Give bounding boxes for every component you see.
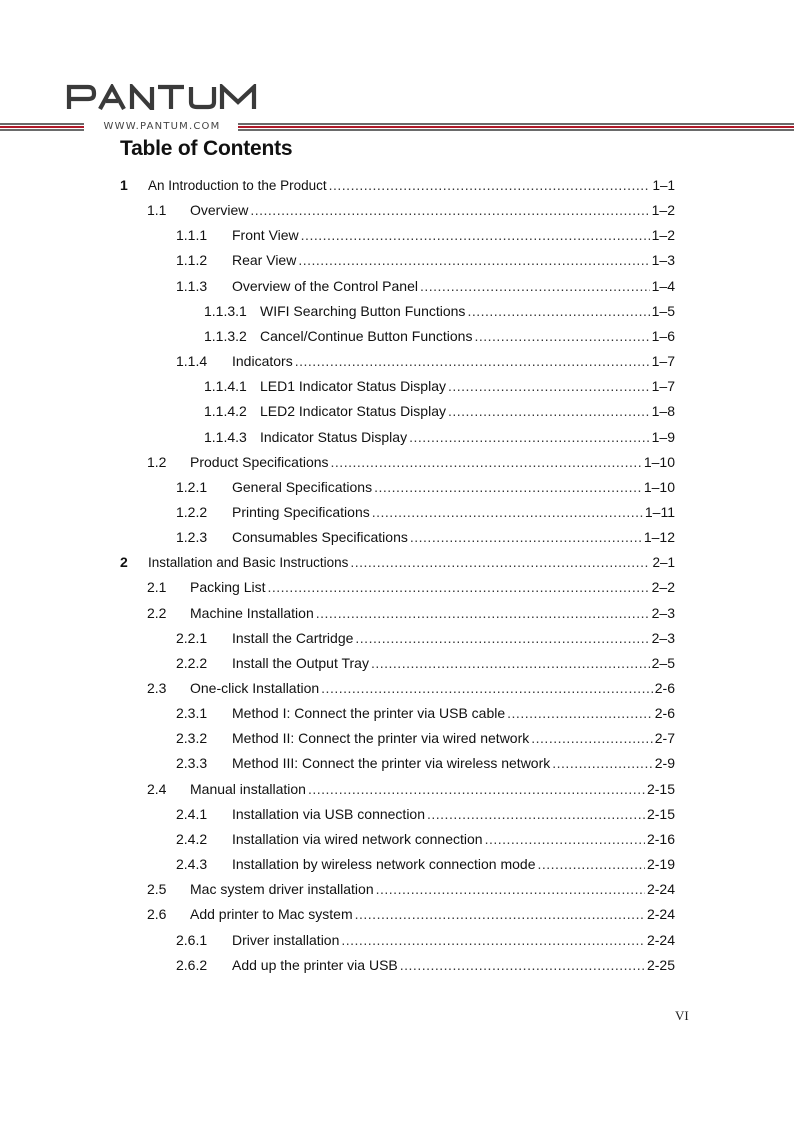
toc-dot-leader [267, 576, 649, 598]
toc-dot-leader [474, 325, 649, 347]
toc-entry[interactable] [147, 778, 675, 800]
toc-entry-number: 1.2 [147, 453, 167, 470]
toc-entry[interactable] [120, 174, 675, 196]
toc-entry-page: 2-6 [654, 705, 675, 722]
toc-entry[interactable] [147, 903, 675, 925]
toc-entry[interactable] [176, 752, 675, 774]
toc-entry-page: 1–10 [643, 453, 675, 470]
toc-dot-leader [448, 375, 650, 397]
toc-entry[interactable] [204, 400, 675, 422]
toc-entry-title: Installation via wired network connection [232, 830, 483, 847]
toc-dot-leader [376, 878, 645, 900]
toc-entry-page: 2-19 [646, 856, 675, 873]
toc-entry-title: Installation via USB connection [232, 805, 425, 822]
toc-dot-leader [301, 224, 650, 246]
toc-entry-title: Cancel/Continue Button Functions [260, 327, 473, 344]
toc-entry-page: 1–10 [643, 478, 675, 495]
toc-entry[interactable] [147, 677, 675, 699]
toc-entry-title: Machine Installation [190, 604, 314, 621]
toc-entry-page: 1–2 [651, 227, 675, 244]
toc-dot-leader [250, 199, 649, 221]
page-number: VI [675, 1008, 689, 1023]
toc-entry-title: Method III: Connect the printer via wireless network [232, 755, 551, 772]
toc-entry[interactable] [176, 803, 675, 825]
toc-entry-number: 2.4.3 [176, 856, 208, 873]
toc-entry-number: 2.6.2 [176, 956, 208, 973]
toc-dot-leader [400, 954, 645, 976]
toc-dot-leader [467, 300, 649, 322]
toc-dot-leader [308, 778, 645, 800]
toc-entry-page: 2-25 [646, 956, 675, 973]
toc-entry-page: 1–2 [651, 202, 675, 219]
toc-entry-title: Product Specifications [190, 453, 329, 470]
toc-entry-number: 2.6.1 [176, 931, 208, 948]
toc-dot-leader [448, 400, 650, 422]
toc-entry-title: Consumables Specifications [232, 529, 408, 546]
toc-entry-title: LED1 Indicator Status Display [260, 378, 446, 395]
toc-entry-page: 1–8 [651, 403, 675, 420]
toc-entry-page: 2–5 [651, 654, 675, 671]
toc-dot-leader [372, 501, 643, 523]
toc-entry-number: 2 [120, 554, 128, 571]
toc-entry-page: 1–7 [651, 378, 675, 395]
toc-entry-page: 1–9 [651, 428, 675, 445]
toc-entry-title: General Specifications [232, 478, 373, 495]
toc-dot-leader [410, 526, 642, 548]
toc-entry-title: Indicators [232, 353, 293, 370]
toc-entry-number: 2.4.1 [176, 805, 208, 822]
website-url: WWW.PANTUM.COM [103, 121, 221, 132]
toc-entry[interactable] [176, 249, 675, 271]
toc-entry-title: Method I: Connect the printer via USB cable [232, 705, 506, 722]
rule-left-top [0, 123, 84, 125]
toc-entry-page: 2-9 [654, 755, 675, 772]
toc-entry-page: 2-15 [646, 780, 675, 797]
toc-entry-title: Rear View [232, 252, 297, 269]
toc-dot-leader [298, 249, 649, 271]
toc-entry-number: 1.2.3 [176, 529, 208, 546]
toc-entry-number: 2.2 [147, 604, 167, 621]
toc-entry-number: 1.1.4.2 [204, 403, 247, 420]
toc-entry-number: 1.1.3 [176, 277, 208, 294]
toc-entry[interactable] [176, 526, 675, 548]
rule-left-bottom [0, 129, 84, 131]
toc-entry-page: 2-24 [646, 906, 675, 923]
toc-entry-number: 1.2.2 [176, 503, 208, 520]
toc-entry[interactable] [147, 576, 675, 598]
toc-dot-leader [321, 677, 653, 699]
toc-entry[interactable] [176, 954, 675, 976]
toc-dot-leader [331, 451, 642, 473]
toc-entry[interactable] [120, 551, 675, 573]
toc-entry-number: 1.1.3.2 [204, 327, 247, 344]
toc-dot-leader [355, 627, 649, 649]
toc-dot-leader [538, 853, 645, 875]
toc-entry-page: 1–4 [651, 277, 675, 294]
toc-entry-number: 1.1.2 [176, 252, 208, 269]
toc-entry[interactable] [176, 627, 675, 649]
toc-entry-number: 1.1 [147, 202, 167, 219]
toc-entry-page: 2–1 [652, 555, 675, 571]
toc-entry-page: 2–3 [651, 629, 675, 646]
toc-entry-number: 2.4 [147, 780, 167, 797]
toc-entry[interactable] [204, 325, 675, 347]
toc-entry-title: Packing List [190, 579, 266, 596]
toc-entry-number: 2.5 [147, 881, 167, 898]
toc-entry[interactable] [147, 878, 675, 900]
toc-entry-title: Overview [190, 202, 249, 219]
toc-entry-title: Add printer to Mac system [190, 906, 353, 923]
toc-dot-leader [409, 426, 650, 448]
toc-entry[interactable] [204, 426, 675, 448]
rule-right-bottom [238, 129, 794, 131]
toc-entry-title: Add up the printer via USB [232, 956, 398, 973]
toc-entry[interactable] [176, 350, 675, 372]
toc-entry[interactable] [147, 602, 675, 624]
toc-entry-page: 2-6 [654, 680, 675, 696]
toc-entry[interactable] [176, 727, 675, 749]
toc-entry-page: 2-24 [646, 931, 675, 948]
toc-entry-number: 2.3.2 [176, 730, 208, 747]
toc-dot-leader [485, 828, 645, 850]
toc-entry-title: Install the Cartridge [232, 629, 354, 646]
toc-entry-title: Driver installation [232, 931, 340, 948]
toc-entry-title: Manual installation [190, 780, 306, 797]
toc-entry-page: 1–7 [651, 353, 675, 370]
toc-entry-title: Method II: Connect the printer via wired network [232, 730, 530, 747]
toc-entry-title: WIFI Searching Button Functions [260, 302, 466, 319]
toc-entry[interactable] [176, 929, 675, 951]
toc-dot-leader [420, 275, 650, 297]
toc-dot-leader [295, 350, 650, 372]
toc-entry[interactable] [176, 702, 675, 724]
toc-entry-title: Indicator Status Display [260, 428, 408, 445]
toc-entry-number: 2.3.3 [176, 755, 208, 772]
toc-entry-number: 2.6 [147, 906, 167, 923]
toc-entry-page: 1–6 [651, 327, 675, 344]
toc-entry[interactable] [204, 300, 675, 322]
toc-entry-title: An Introduction to the Product [148, 178, 327, 193]
toc-entry-number: 1.2.1 [176, 478, 208, 495]
toc-dot-leader [316, 602, 650, 624]
toc-entry-page: 1–12 [643, 529, 675, 546]
toc-dot-leader [374, 476, 642, 498]
toc-dot-leader [427, 803, 645, 825]
toc-entry-page: 2-24 [646, 881, 675, 898]
toc-entry-title: Installation and Basic Instructions [148, 555, 349, 571]
toc-dot-leader [552, 752, 653, 774]
toc-entry-title: One-click Installation [190, 680, 320, 696]
toc-entry-number: 1.1.1 [176, 227, 208, 244]
toc-entry[interactable] [176, 501, 675, 523]
toc-entry-number: 1 [120, 177, 128, 193]
toc-entry-page: 2–2 [651, 579, 675, 596]
toc-entry-number: 1.1.4 [176, 353, 208, 370]
toc-entry-number: 1.1.4.3 [204, 428, 247, 445]
toc-entry[interactable] [176, 476, 675, 498]
rule-right-red [238, 126, 794, 128]
toc-entry[interactable] [176, 828, 675, 850]
toc-dot-leader [531, 727, 653, 749]
toc-entry-number: 2.3 [147, 680, 167, 696]
toc-entry-number: 2.4.2 [176, 830, 208, 847]
toc-entry[interactable] [176, 224, 675, 246]
toc-entry-page: 2-7 [654, 730, 675, 747]
toc-entry-page: 1–3 [651, 252, 675, 269]
toc-entry-title: Installation by wireless network connection mode [232, 856, 536, 873]
toc-entry-number: 2.2.1 [176, 629, 208, 646]
toc-entry-number: 1.1.3.1 [204, 302, 247, 319]
toc-entry-title: Install the Output Tray [232, 654, 369, 671]
toc-entry-number: 2.1 [147, 579, 167, 596]
toc-entry[interactable] [176, 853, 675, 875]
toc-entry-page: 1–11 [644, 503, 675, 520]
toc-entry-page: 2-16 [646, 830, 675, 847]
toc-entry-number: 2.3.1 [176, 705, 208, 722]
toc-entry-page: 1–1 [652, 178, 675, 193]
page-title: Table of Contents [120, 137, 293, 160]
pantum-logo-mark [66, 84, 262, 110]
toc-entry[interactable] [147, 451, 675, 473]
toc-entry[interactable] [147, 199, 675, 221]
toc-entry-title: Front View [232, 227, 299, 244]
toc-entry[interactable] [204, 375, 675, 397]
toc-entry-number: 1.1.4.1 [204, 378, 247, 395]
toc-entry-page: 1–5 [651, 302, 675, 319]
pantum-logo [66, 84, 262, 110]
toc-entry[interactable] [176, 275, 675, 297]
toc-entry[interactable] [176, 652, 675, 674]
toc-dot-leader [371, 652, 650, 674]
toc-entry-title: Mac system driver installation [190, 881, 374, 898]
toc-dot-leader [329, 174, 651, 196]
toc-dot-leader [355, 903, 645, 925]
toc-entry-page: 2-15 [646, 805, 675, 822]
toc-entry-number: 2.2.2 [176, 654, 208, 671]
toc-dot-leader [507, 702, 653, 724]
rule-right-top [238, 123, 794, 125]
toc-entry-page: 2–3 [651, 604, 675, 621]
toc-dot-leader [341, 929, 645, 951]
toc-entry-title: Overview of the Control Panel [232, 277, 418, 294]
rule-left-red [0, 126, 84, 128]
toc-entry-title: Printing Specifications [232, 503, 370, 520]
toc-dot-leader [350, 551, 650, 573]
toc-entry-title: LED2 Indicator Status Display [260, 403, 446, 420]
